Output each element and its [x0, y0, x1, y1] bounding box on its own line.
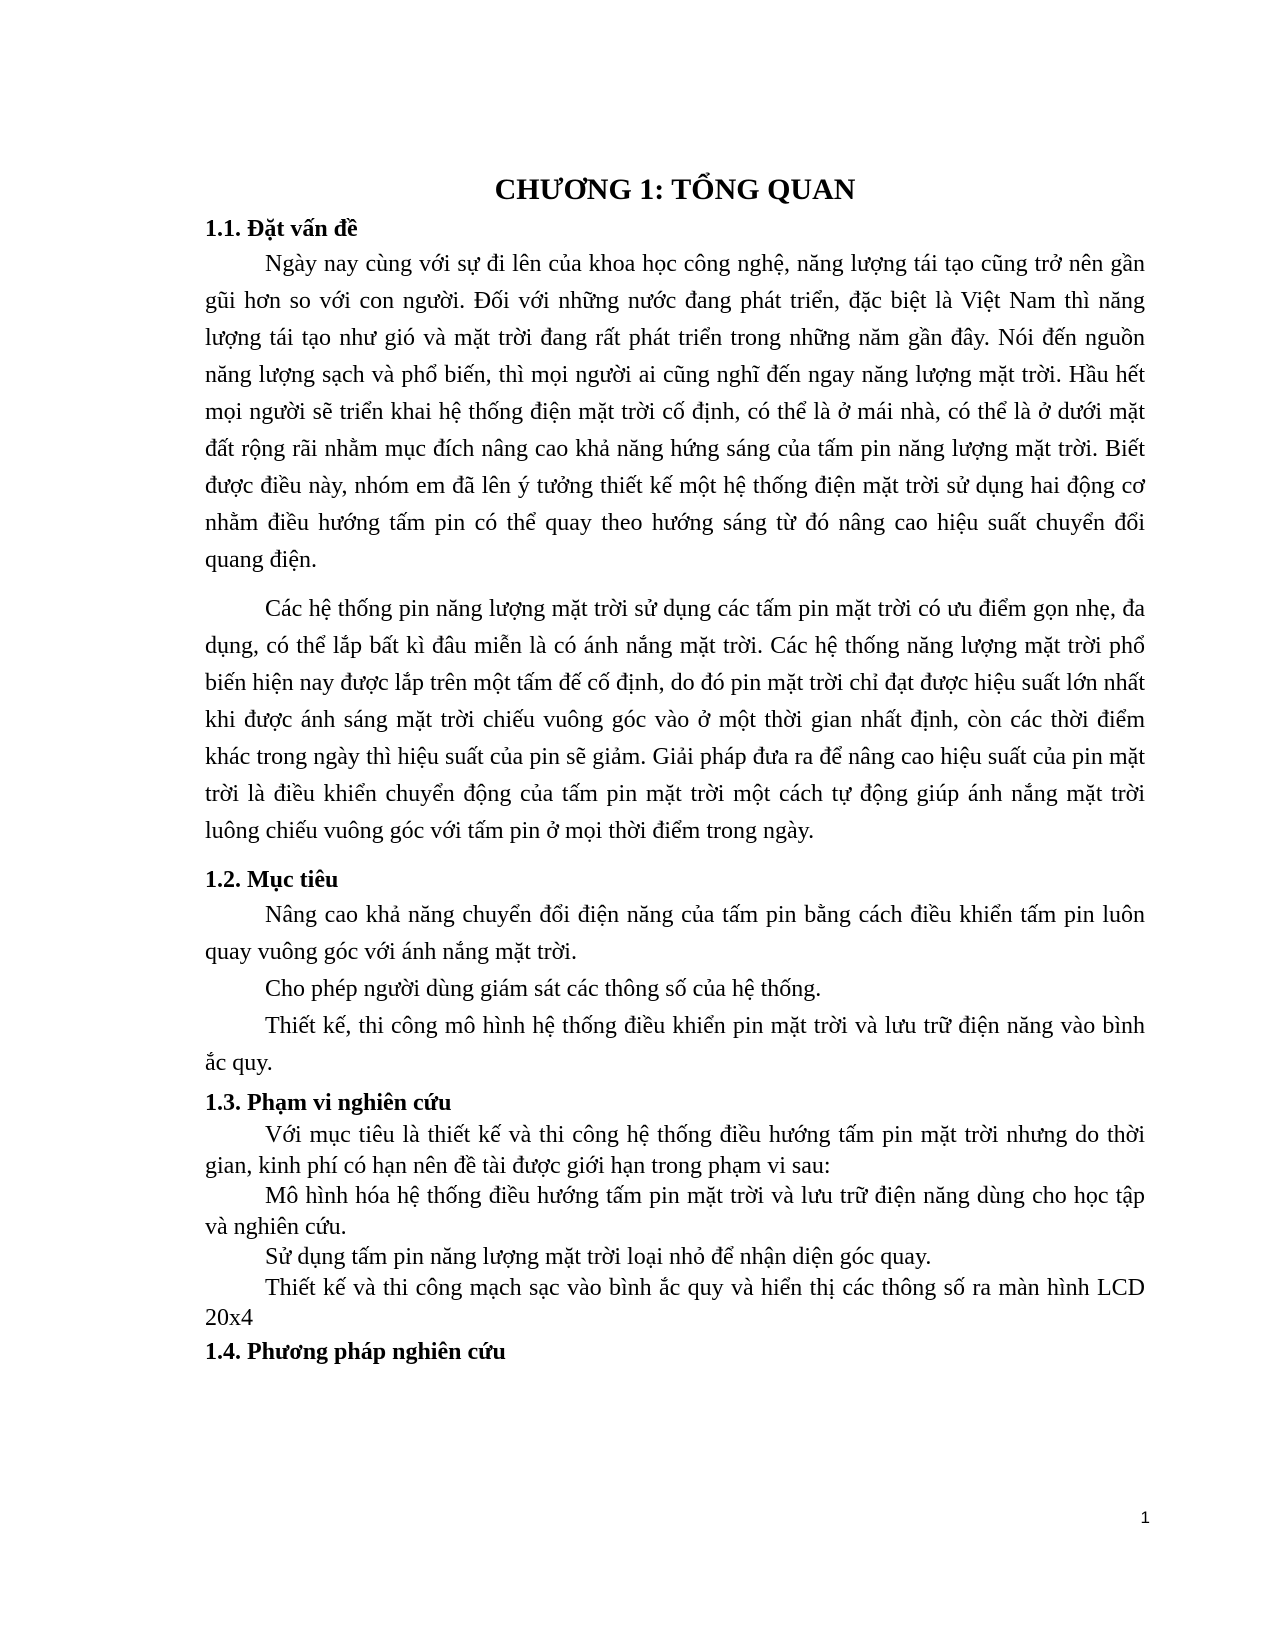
paragraph: Mô hình hóa hệ thống điều hướng tấm pin mặt trời và lưu trữ điện năng dùng cho học tập và nghiên cứu. — [205, 1183, 1145, 1240]
document-page — [205, 170, 1145, 1369]
paragraph: Các hệ thống pin năng lượng mặt trời sử dụng các tấm pin mặt trời có ưu điểm gọn nhẹ, đa dụng, có thể lắp bất kì đâu miễn là có ánh nắng mặt trời. Các hệ thống năng lượng mặt trời phổ biến hiện nay được lắp trên một tấm đế cố định, do đó pin mặt trời chỉ đạt được hiệu suất lớn nhất khi được ánh sáng mặt trời chiếu vuông góc vào ở một thời gian nhất định, còn các thời điểm khác trong ngày thì hiệu suất của pin sẽ giảm. Giải pháp đưa ra để nâng cao hiệu suất của pin mặt trời là điều khiển chuyển động của tấm pin mặt trời một cách tự động giúp ánh nắng mặt trời luông chiếu vuông góc với tấm pin ở mọi thời điểm trong ngày. — [205, 596, 1145, 844]
section-research-methods — [205, 1335, 1145, 1369]
paragraph: Với mục tiêu là thiết kế và thi công hệ thống điều hướng tấm pin mặt trời nhưng do thời gian, kinh phí có hạn nên đề tài được giới hạn trong phạm vi sau: — [205, 1122, 1145, 1179]
paragraph: Thiết kế và thi công mạch sạc vào bình ắc quy và hiển thị các thông số ra màn hình LCD 20x4 — [205, 1274, 1145, 1331]
paragraph: Cho phép người dùng giám sát các thông số của hệ thống. — [265, 976, 822, 1002]
section-heading: 1.4. Phương pháp nghiên cứu — [205, 1338, 506, 1365]
paragraph: Thiết kế, thi công mô hình hệ thống điều khiển pin mặt trời và lưu trữ điện năng vào bình ắc quy. — [205, 1013, 1145, 1076]
section-heading: 1.3. Phạm vi nghiên cứu — [205, 1090, 452, 1116]
page-number: 1 — [1140, 1508, 1150, 1527]
section-problem-statement — [205, 212, 1145, 850]
paragraph: Sử dụng tấm pin năng lượng mặt trời loại nhỏ để nhận diện góc quay. — [265, 1244, 932, 1270]
chapter-title: CHƯƠNG 1: TỔNG QUAN — [494, 173, 856, 206]
paragraph: Ngày nay cùng với sự đi lên của khoa học công nghệ, năng lượng tái tạo cũng trở nên gần gũi hơn so với con người. Đối với những nước đang phát triển, đặc biệt là Việt Nam thì năng lượng tái tạo như gió và mặt trời đang rất phát triển trong những năm gần đây. Nói đến nguồn năng lượng sạch và phổ biến, thì mọi người ai cũng nghĩ đến ngay năng lượng mặt trời. Hầu hết mọi người sẽ triển khai hệ thống điện mặt trời cố định, có thể là ở mái nhà, có thể là ở dưới mặt đất rộng rãi nhằm mục đích nâng cao khả năng hứng sáng của tấm pin năng lượng mặt trời. Biết được điều này, nhóm em đã lên ý tưởng thiết kế một hệ thống điện mặt trời sử dụng hai động cơ nhằm điều hướng tấm pin có thể quay theo hướng sáng từ đó nâng cao hiệu suất chuyển đổi quang điện. — [205, 251, 1145, 573]
section-heading: 1.1. Đặt vấn đề — [205, 216, 358, 242]
paragraph: Nâng cao khả năng chuyển đổi điện năng của tấm pin bằng cách điều khiển tấm pin luôn quay vuông góc với ánh nắng mặt trời. — [205, 902, 1145, 965]
section-heading: 1.2. Mục tiêu — [205, 867, 339, 893]
section-research-scope — [205, 1086, 1145, 1334]
section-objectives — [205, 863, 1145, 1082]
